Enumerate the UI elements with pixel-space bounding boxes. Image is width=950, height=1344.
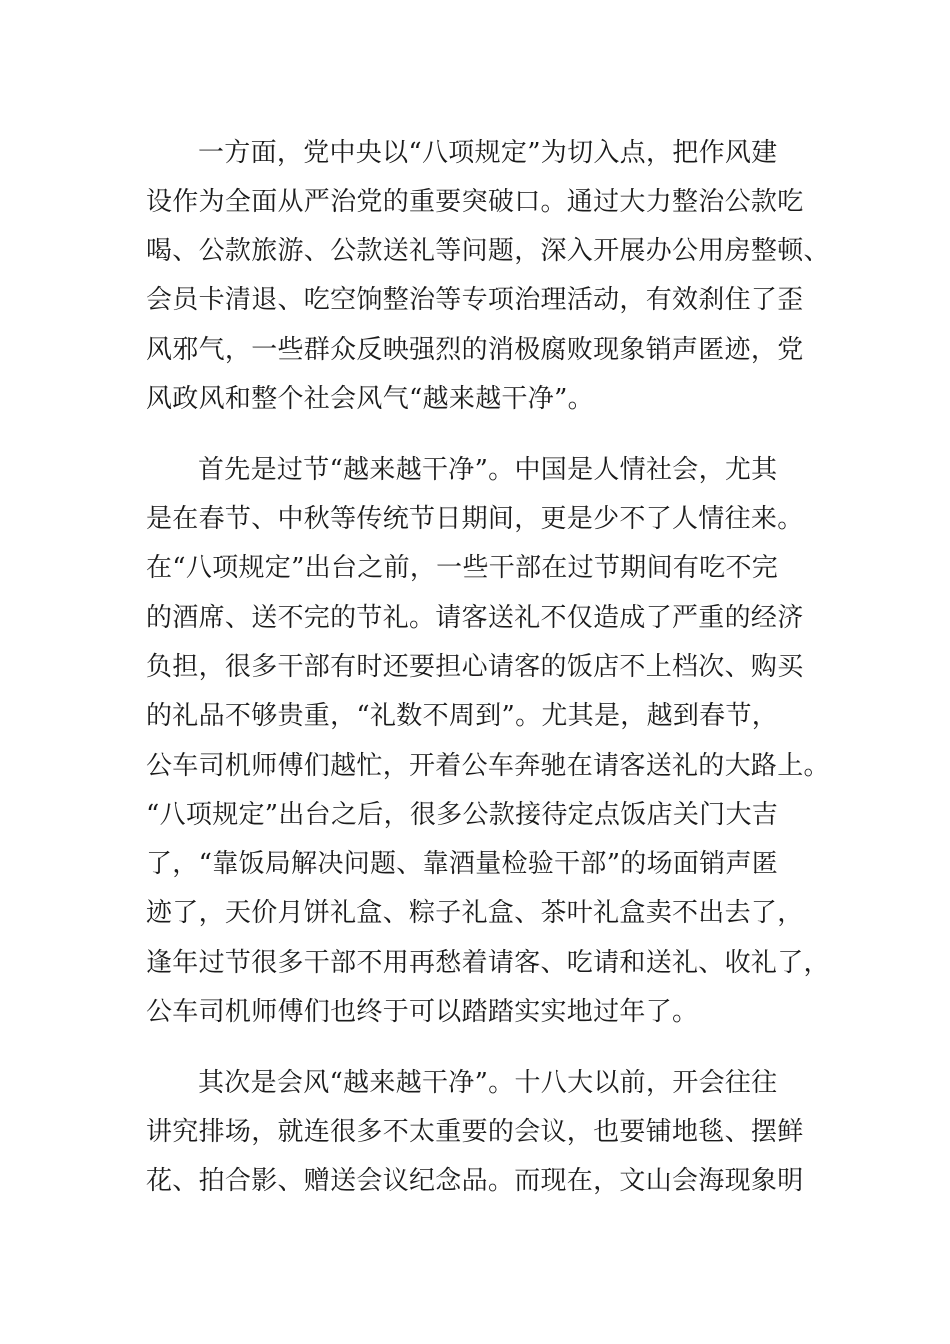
text-line: 公车司机师傅们也终于可以踏踏实实地过年了。 [146, 997, 699, 1027]
text-line: 风政风和整个社会风气“越来越干净”。 [146, 384, 594, 414]
text-line: 在“八项规定”出台之前，一些干部在过节期间有吃不完 [146, 553, 779, 583]
text-line: 逢年过节很多干部不用再愁着请客、吃请和送礼、收礼了， [146, 948, 830, 978]
text-line: 首先是过节“越来越干净”。中国是人情社会，尤其 [198, 455, 778, 485]
text-line: 负担，很多干部有时还要担心请客的饭店不上档次、购买 [146, 652, 804, 682]
text-line: 公车司机师傅们越忙，开着公车奔驰在请客送礼的大路上。 [146, 751, 830, 781]
text-line: 的酒席、送不完的节礼。请客送礼不仅造成了严重的经济 [146, 603, 804, 633]
text-line: 会员卡清退、吃空饷整治等专项治理活动，有效刹住了歪 [146, 285, 804, 315]
text-line: 一方面，党中央以“八项规定”为切入点，把作风建 [198, 138, 778, 168]
text-line: 喝、公款旅游、公款送礼等问题，深入开展办公用房整顿、 [146, 236, 830, 266]
text-line: “八项规定”出台之后，很多公款接待定点饭店关门大吉 [146, 800, 779, 830]
text-line: 是在春节、中秋等传统节日期间，更是少不了人情往来。 [146, 504, 804, 534]
text-line: 花、拍合影、赠送会议纪念品。而现在，文山会海现象明 [146, 1166, 804, 1196]
text-line: 的礼品不够贵重，“礼数不周到”。尤其是，越到春节， [146, 701, 779, 731]
text-line: 风邪气，一些群众反映强烈的消极腐败现象销声匿迹，党 [146, 335, 804, 365]
text-line: 迹了，天价月饼礼盒、粽子礼盒、茶叶礼盒卖不出去了， [146, 898, 804, 928]
text-line: 其次是会风“越来越干净”。十八大以前，开会往往 [198, 1068, 778, 1098]
text-line: 讲究排场，就连很多不太重要的会议，也要铺地毯、摆鲜 [146, 1117, 804, 1147]
text-line: 了，“靠饭局解决问题、靠酒量检验干部”的场面销声匿 [146, 849, 779, 879]
text-line: 设作为全面从严治党的重要突破口。通过大力整治公款吃 [146, 187, 804, 217]
